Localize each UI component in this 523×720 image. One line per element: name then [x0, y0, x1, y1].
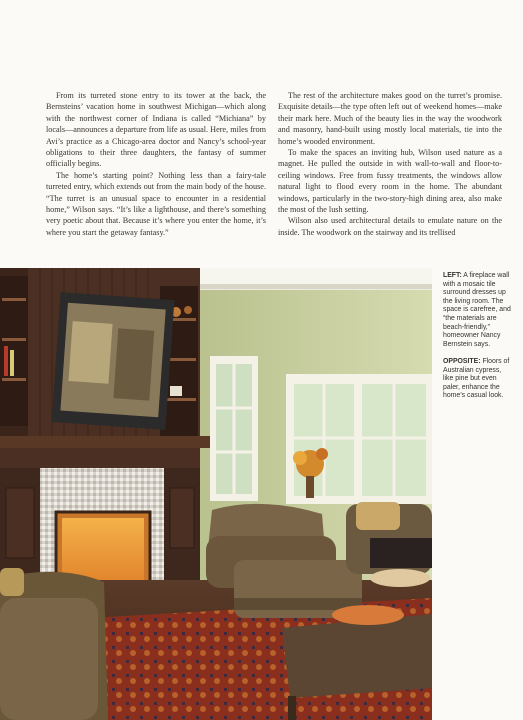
article-column-left	[46, 90, 266, 238]
article-column-right	[278, 90, 502, 238]
paragraph: To make the spaces an inviting hub, Wilson used nature as a magnet. He pulled the outside in with wall-to-wall and floor-to-ceiling windows. Free from fussy treatments, the windows allow natural light to flood every room in the home. The abundant windows, particularly in the two-story-high dining area, also make the most of the lush setting.	[278, 148, 502, 215]
paragraph: The home’s starting point? Nothing less than a fairy-tale turreted entry, which extends out from the main body of the house. “The turret is an unusual space to encounter in a residential home,” Wilson says. “It’s like a lighthouse, and there’s something very poetic about that. Because it’s where you enter the home, it’s where you start the getaway fantasy.”	[46, 170, 266, 237]
caption-label: LEFT:	[443, 272, 462, 279]
caption-text: Floors of Australian cypress, like pine but even paler, enhance the home’s casual look.	[443, 358, 510, 400]
caption-text: A fireplace wall with a mosaic tile surround dresses up the living room. The space is carefree, and “the materials are beach-friendly,” homeowner Nancy Bernstein says.	[443, 272, 511, 348]
living-room-photo	[0, 268, 432, 720]
caption-opposite	[443, 358, 511, 401]
paragraph: Wilson also used architectural details to emulate nature on the inside. The woodwork on the stairway and its trellised	[278, 216, 502, 237]
caption-label: OPPOSITE:	[443, 358, 481, 365]
paragraph: The rest of the architecture makes good on the turret’s promise. Exquisite details—the type often left out of weekend homes—make their mark here. Much of the beauty lies in the way the woodwork and masonry, hand-built using mostly local materials, tie into the home’s wooded environment.	[278, 91, 502, 146]
paragraph: From its turreted stone entry to its tower at the back, the Bernsteins’ vacation home in southwest Michigan—which along with the northwest corner of Indiana is called “Michiana” by locals—announces a departure from life as usual. Here, miles from Avi’s practice as a Chicago-area doctor and Nancy’s school-year obligations to their three daughters, the fantasy of summer officially begins.	[46, 91, 266, 169]
caption-left	[443, 272, 511, 349]
